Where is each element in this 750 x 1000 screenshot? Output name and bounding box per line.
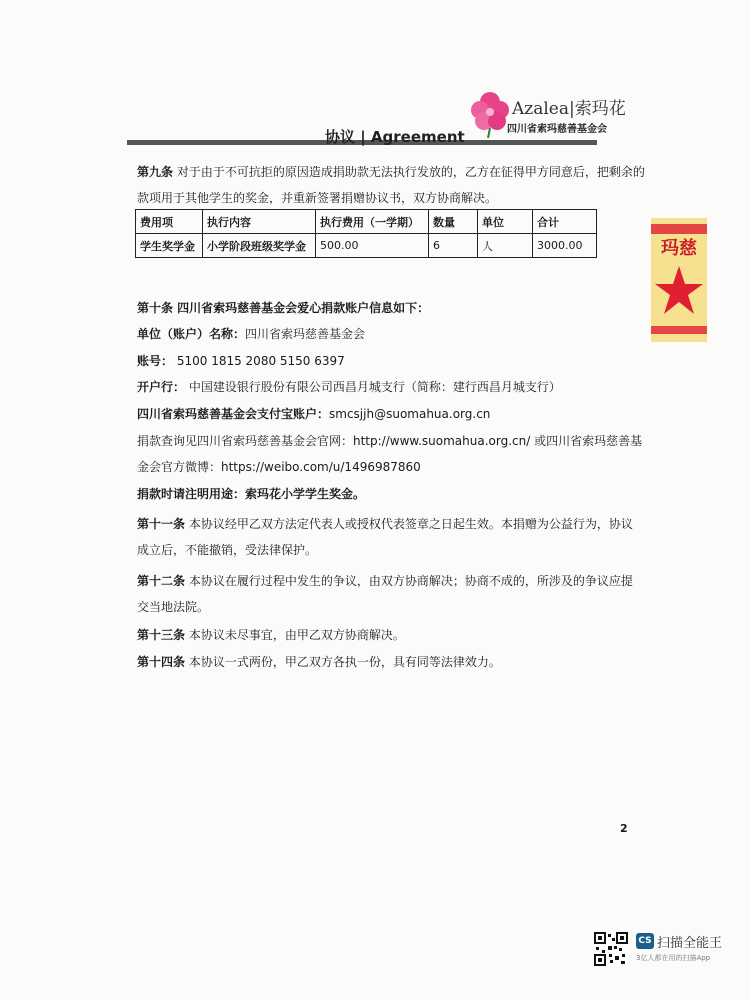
article-13-line [137, 626, 617, 644]
alipay-value: smcsjjh@suomahua.org.cn [329, 407, 491, 421]
expense-table [135, 209, 597, 258]
article-13-text: 本协议未尽事宜，由甲乙双方协商解决。 [188, 628, 405, 642]
stamp-text: 玛慈 [661, 238, 697, 259]
qr-code-icon [594, 932, 628, 966]
seal-stamp-icon [651, 218, 707, 342]
donation-purpose-line: 捐款时请注明用途：索玛花小学学生奖金。 [137, 487, 366, 501]
alipay-label: 四川省索玛慈善基金会支付宝账户： [137, 407, 330, 421]
table-cell: 小学阶段班级奖学金 [203, 234, 316, 258]
table-header-cell: 执行费用（一学期） [316, 210, 429, 234]
account-name-value: 四川省索玛慈善基金会 [245, 327, 366, 341]
donation-query-line-2: 金会官方微博：https://weibo.com/u/1496987860 [137, 460, 421, 474]
table-cell: 学生奖学金 [136, 234, 203, 258]
camscanner-app-name: 扫描全能王 [657, 936, 723, 951]
article-14-label: 第十四条 [137, 655, 186, 669]
article-9-text-1: 对于由于不可抗拒的原因造成捐助款无法执行发放的，乙方在征得甲方同意后，把剩余的 [176, 165, 645, 179]
account-name-line [137, 325, 617, 343]
article-9-line-2: 款项用于其他学生的奖金，并重新签署捐赠协议书，双方协商解决。 [137, 191, 498, 205]
account-number-value: 5100 1815 2080 5150 6397 [176, 354, 345, 368]
article-11-line-2: 成立后，不能撤销，受法律保护。 [137, 543, 318, 557]
table-cell: 500.00 [316, 234, 429, 258]
article-12-label: 第十二条 [137, 574, 186, 588]
account-number-line [137, 352, 617, 370]
table-header-cell: 单位 [478, 210, 533, 234]
article-12-line-2: 交当地法院。 [137, 600, 210, 614]
article-14-text: 本协议一式两份，甲乙双方各执一份，具有同等法律效力。 [188, 655, 501, 669]
table-cell: 人 [478, 234, 533, 258]
article-11-text-1: 本协议经甲乙双方法定代表人或授权代表签章之日起生效。本捐赠为公益行为，协议 [188, 517, 633, 531]
article-13-label: 第十三条 [137, 628, 186, 642]
page-number: 2 [620, 822, 628, 835]
camscanner-tagline: 3亿人都在用的扫描App [636, 954, 711, 962]
alipay-line [137, 405, 617, 423]
article-11-label: 第十一条 [137, 517, 186, 531]
foundation-logo [470, 88, 640, 148]
table-header-cell: 执行内容 [203, 210, 316, 234]
article-12-line-1 [137, 572, 633, 590]
camscanner-badge: CS [636, 933, 654, 949]
table-cell: 6 [429, 234, 478, 258]
article-9-line-1 [137, 163, 645, 181]
azalea-flower-icon [470, 88, 510, 138]
bank-label: 开户行： [137, 380, 186, 394]
page-title: 协议 | Agreement [325, 128, 465, 146]
donation-query-line-1: 捐款查询见四川省索玛慈善基金会官网：http://www.suomahua.org.cn/ 或四川省索玛慈善基 [137, 434, 643, 448]
table-header-cell: 合计 [533, 210, 597, 234]
article-14-line [137, 653, 617, 671]
article-12-text-1: 本协议在履行过程中发生的争议，由双方协商解决；协商不成的，所涉及的争议应提 [188, 574, 633, 588]
table-row [136, 234, 597, 258]
logo-subtitle: 四川省索玛慈善基金会 [507, 124, 607, 135]
account-name-label: 单位（账户）名称： [137, 327, 246, 341]
table-header-cell: 费用项 [136, 210, 203, 234]
bank-value: 中国建设银行股份有限公司西昌月城支行（简称：建行西昌月城支行） [188, 380, 561, 394]
logo-text: Azalea|索玛花 [512, 99, 626, 119]
table-cell: 3000.00 [533, 234, 597, 258]
article-9-label: 第九条 [137, 165, 174, 179]
bank-line [137, 378, 617, 396]
article-11-line-1 [137, 515, 633, 533]
account-number-label: 账号： [137, 354, 174, 368]
table-header-row [136, 210, 597, 234]
article-10-heading: 第十条 四川省索玛慈善基金会爱心捐款账户信息如下： [137, 301, 430, 315]
table-header-cell: 数量 [429, 210, 478, 234]
